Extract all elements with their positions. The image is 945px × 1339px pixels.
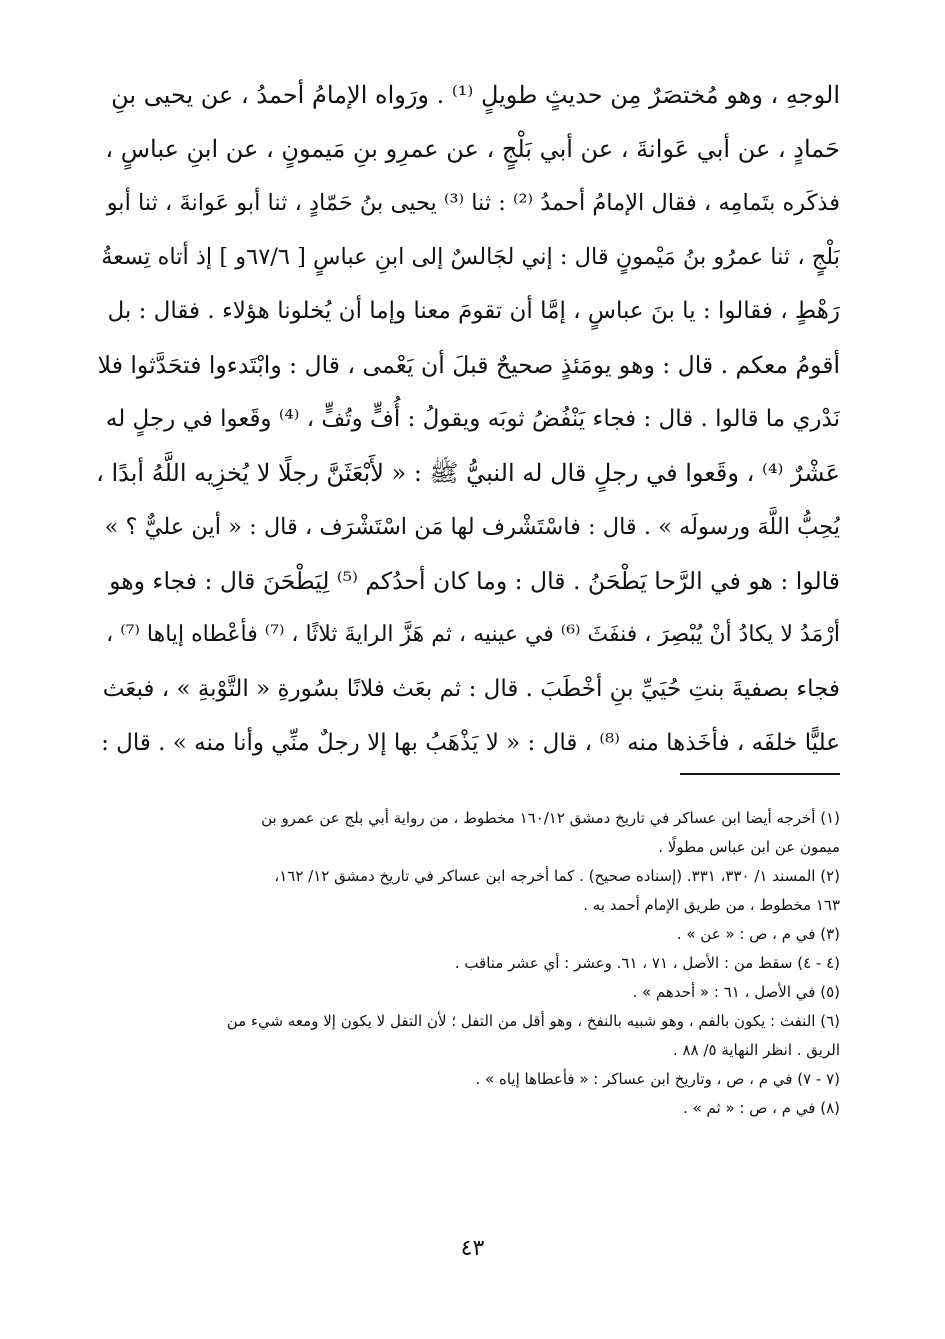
- main-text-body: [96, 68, 840, 770]
- page-number: ٤٣: [460, 1236, 485, 1261]
- main-text-line-5: رَهْطٍ ، فقالوا : يا بنَ عباسٍ ، إمَّا أن تقومَ معنا وإما أن يُخلونا هؤلاء . فقال : بل: [107, 298, 840, 324]
- main-text-line-13: عليًّا خلفَه ، فأخَذها منه ⁽⁸⁾ ، قال : « لا يَذْهَبُ بها إلا رجلٌ منِّي وأنا منه » . قال :: [101, 730, 840, 756]
- main-text-line-10: قالوا : هو في الرَّحا يَطْحَنُ . قال : وما كان أحدُكم ⁽⁵⁾ لِيَطْحَنَ قال : فجاء وهو: [109, 567, 840, 595]
- footnote-line-11: (٨) في م ، ص : « ثم » .: [683, 1099, 840, 1117]
- main-text-line-8: عَشْرٌ ⁽⁴⁾ ، وقَعوا في رجلٍ قال له النبيُّ ﷺ : « لأَبْعَثَنَّ رجلًا لا يُخزِيه اللَّهُ أبدًا ،: [96, 459, 840, 487]
- footnote-line-7: (٥) في الأصل ، ٦١ : « أحدهم » .: [632, 983, 840, 1001]
- main-text-line-11: أرْمَدُ لا يكادُ أنْ يُبْصِرَ ، فنفَثَ ⁽⁶⁾ في عينيه ، ثم هَزَّ الرايةَ ثلاثًا ، ⁽⁷⁾ فأعْطاه إياها ⁽⁷⁾ ،: [106, 622, 840, 647]
- footnote-line-10: (٧ - ٧) في م ، ص ، وتاريخ ابن عساكر : « فأعطاها إياه » .: [475, 1070, 840, 1088]
- main-text-line-9: يُحِبُّ اللَّهَ ورسولَه » . قال : فاسْتَشْرف لها مَن اسْتَشْرَف ، قال : « أين عليٌّ ؟ »: [104, 514, 840, 540]
- footnote-line-6: (٤ - ٤) سقط من : الأصل ، ٧١ ، ٦١. وعشر : أي عشر مناقب .: [454, 954, 840, 972]
- footnotes-section: [96, 804, 840, 1123]
- main-text-line-4: بَلْجٍ ، ثنا عمرُو بنُ مَيْمونٍ قال : إني لجَالسٌ إلى ابنِ عباسٍ [ ٦٧/٦و ] إذ أتاه تِسعةُ: [101, 244, 840, 270]
- main-text-line-1: الوجهِ ، وهو مُختصَرٌ مِن حديثٍ طويلٍ ⁽¹⁾ . ورَواه الإمامُ أحمدُ ، عن يحيى بنِ: [111, 81, 840, 109]
- footnote-line-4: ١٦٣ مخطوط ، من طريق الإمام أحمد به .: [583, 896, 840, 914]
- main-text-line-12: فجاء بصفيةَ بنتِ حُيَيِّ بنِ أخْطَبَ . قال : ثم بعَث فلانًا بسُورةِ « التَّوْبةِ » ، فبعَث: [102, 676, 840, 702]
- main-text-line-2: حَمادٍ ، عن أبي عَوانةَ ، عن أبي بَلْجٍ ، عن عمرِو بنِ مَيمونٍ ، عن ابنِ عباسٍ ،: [105, 135, 840, 163]
- footnote-line-2: ميمون عن ابن عباس مطولًا .: [658, 838, 840, 856]
- main-text-line-3: فذكَره بتَمامِه ، فقال الإمامُ أحمدُ ⁽²⁾ : ثنا ⁽³⁾ يحيى بنُ حَمّادٍ ، ثنا أبو عَوانةَ ، ثنا أبو: [106, 190, 840, 216]
- footnote-separator: [680, 773, 840, 775]
- footnote-line-8: (٦) النفث : يكون بالفم ، وهو شبيه بالنفخ ، وهو أقل من التفل ؛ لأن التفل لا يكون إلا ومعه شيء من: [226, 1012, 840, 1030]
- footnote-line-5: (٣) في م ، ص : « عن » .: [676, 925, 840, 943]
- footnote-line-3: (٢) المسند ١/ ٣٣٠، ٣٣١. (إسناده صحيح) . كما أخرجه ابن عساكر في تاريخ دمشق ١٢/ ١٦٢،: [274, 867, 840, 885]
- main-text-line-7: نَدْري ما قالوا . قال : فجاء يَنْفُضُ ثوبَه ويقولُ : أُفٍّ وتُفٍّ ، ⁽⁴⁾ وقَعوا في رجلٍ له: [105, 406, 840, 432]
- footnote-line-1: (١) أخرجه أيضا ابن عساكر في تاريخ دمشق ١٦٠/١٢ مخطوط ، من رواية أبي بلج عن عمرو بن: [261, 809, 840, 827]
- footnote-line-9: الريق . انظر النهاية ٥/ ٨٨ .: [673, 1041, 840, 1059]
- main-text-line-6: أقومُ معكم . قال : وهو يومَئذٍ صحيحٌ قبلَ أن يَعْمى ، قال : وابْتَدءوا فتحَدَّثوا فلا: [97, 351, 840, 379]
